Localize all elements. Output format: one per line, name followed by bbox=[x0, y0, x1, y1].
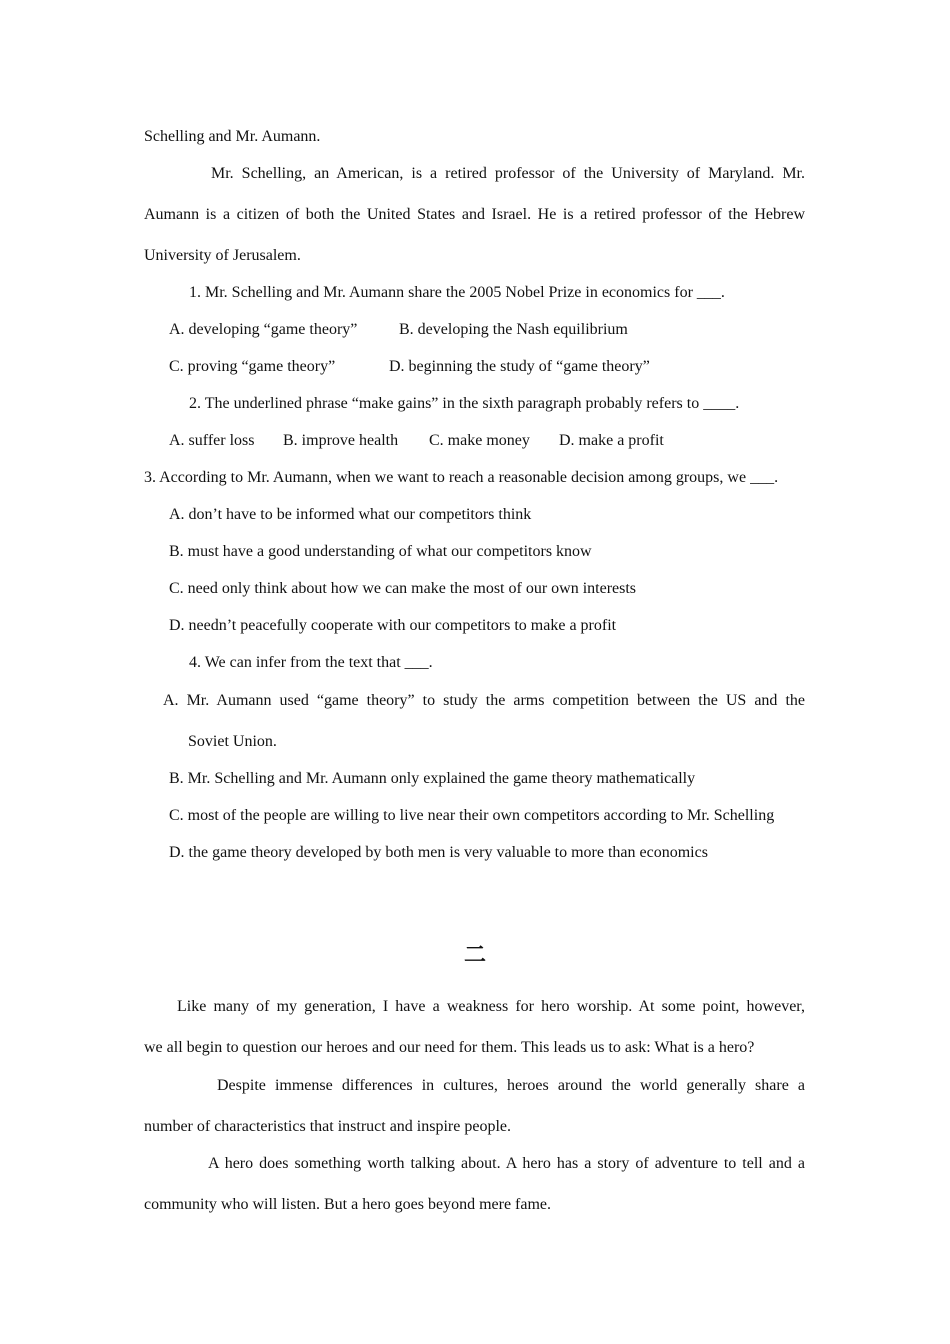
answer-option: Soviet Union. bbox=[188, 733, 277, 750]
answer-option: C. make money bbox=[429, 432, 530, 449]
passage-text: University of Jerusalem. bbox=[144, 247, 301, 264]
question-stem: 4. We can infer from the text that ___. bbox=[189, 654, 433, 671]
passage-text: Schelling and Mr. Aumann. bbox=[144, 128, 321, 145]
question-stem: 1. Mr. Schelling and Mr. Aumann share the 2005 Nobel Prize in economics for ___. bbox=[189, 284, 725, 301]
passage-text: Despite immense differences in cultures, heroes around the world generally share a bbox=[217, 1077, 805, 1094]
answer-option: C. proving “game theory” bbox=[169, 358, 336, 375]
answer-option: B. developing the Nash equilibrium bbox=[399, 321, 628, 338]
passage-text: Like many of my generation, I have a weakness for hero worship. At some point, however, bbox=[177, 998, 805, 1015]
section-heading: 二 bbox=[463, 943, 486, 968]
answer-option: C. most of the people are willing to live near their own competitors according to Mr. Schelling bbox=[169, 807, 775, 824]
passage-text: Mr. Schelling, an American, is a retired professor of the University of Maryland. Mr. bbox=[211, 165, 805, 182]
question-stem: 3. According to Mr. Aumann, when we want to reach a reasonable decision among groups, we ___. bbox=[144, 469, 779, 486]
answer-option: B. must have a good understanding of what our competitors know bbox=[169, 543, 592, 560]
answer-option: C. need only think about how we can make the most of our own interests bbox=[169, 580, 637, 597]
passage-text: number of characteristics that instruct and inspire people. bbox=[144, 1118, 511, 1135]
answer-option: B. improve health bbox=[283, 432, 399, 449]
answer-option: B. Mr. Schelling and Mr. Aumann only explained the game theory mathematically bbox=[169, 770, 696, 787]
passage-text: A hero does something worth talking about. A hero has a story of adventure to tell and a bbox=[208, 1155, 805, 1172]
answer-option: D. make a profit bbox=[559, 432, 664, 449]
answer-option: D. the game theory developed by both men is very valuable to more than economics bbox=[169, 844, 708, 861]
answer-option: A. Mr. Aumann used “game theory” to study the arms competition between the US and the bbox=[163, 692, 805, 709]
answer-option: A. don’t have to be informed what our competitors think bbox=[169, 506, 532, 523]
passage-text: community who will listen. But a hero goes beyond mere fame. bbox=[144, 1196, 552, 1213]
answer-option: D. beginning the study of “game theory” bbox=[389, 358, 650, 375]
answer-option: A. developing “game theory” bbox=[169, 321, 358, 338]
question-stem: 2. The underlined phrase “make gains” in the sixth paragraph probably refers to ____. bbox=[189, 395, 740, 412]
answer-option: D. needn’t peacefully cooperate with our competitors to make a profit bbox=[169, 617, 617, 634]
answer-option: A. suffer loss bbox=[169, 432, 255, 449]
passage-text: Aumann is a citizen of both the United States and Israel. He is a retired professor of the Hebrew bbox=[144, 206, 805, 223]
passage-text: we all begin to question our heroes and our need for them. This leads us to ask: What is a hero? bbox=[144, 1039, 755, 1056]
